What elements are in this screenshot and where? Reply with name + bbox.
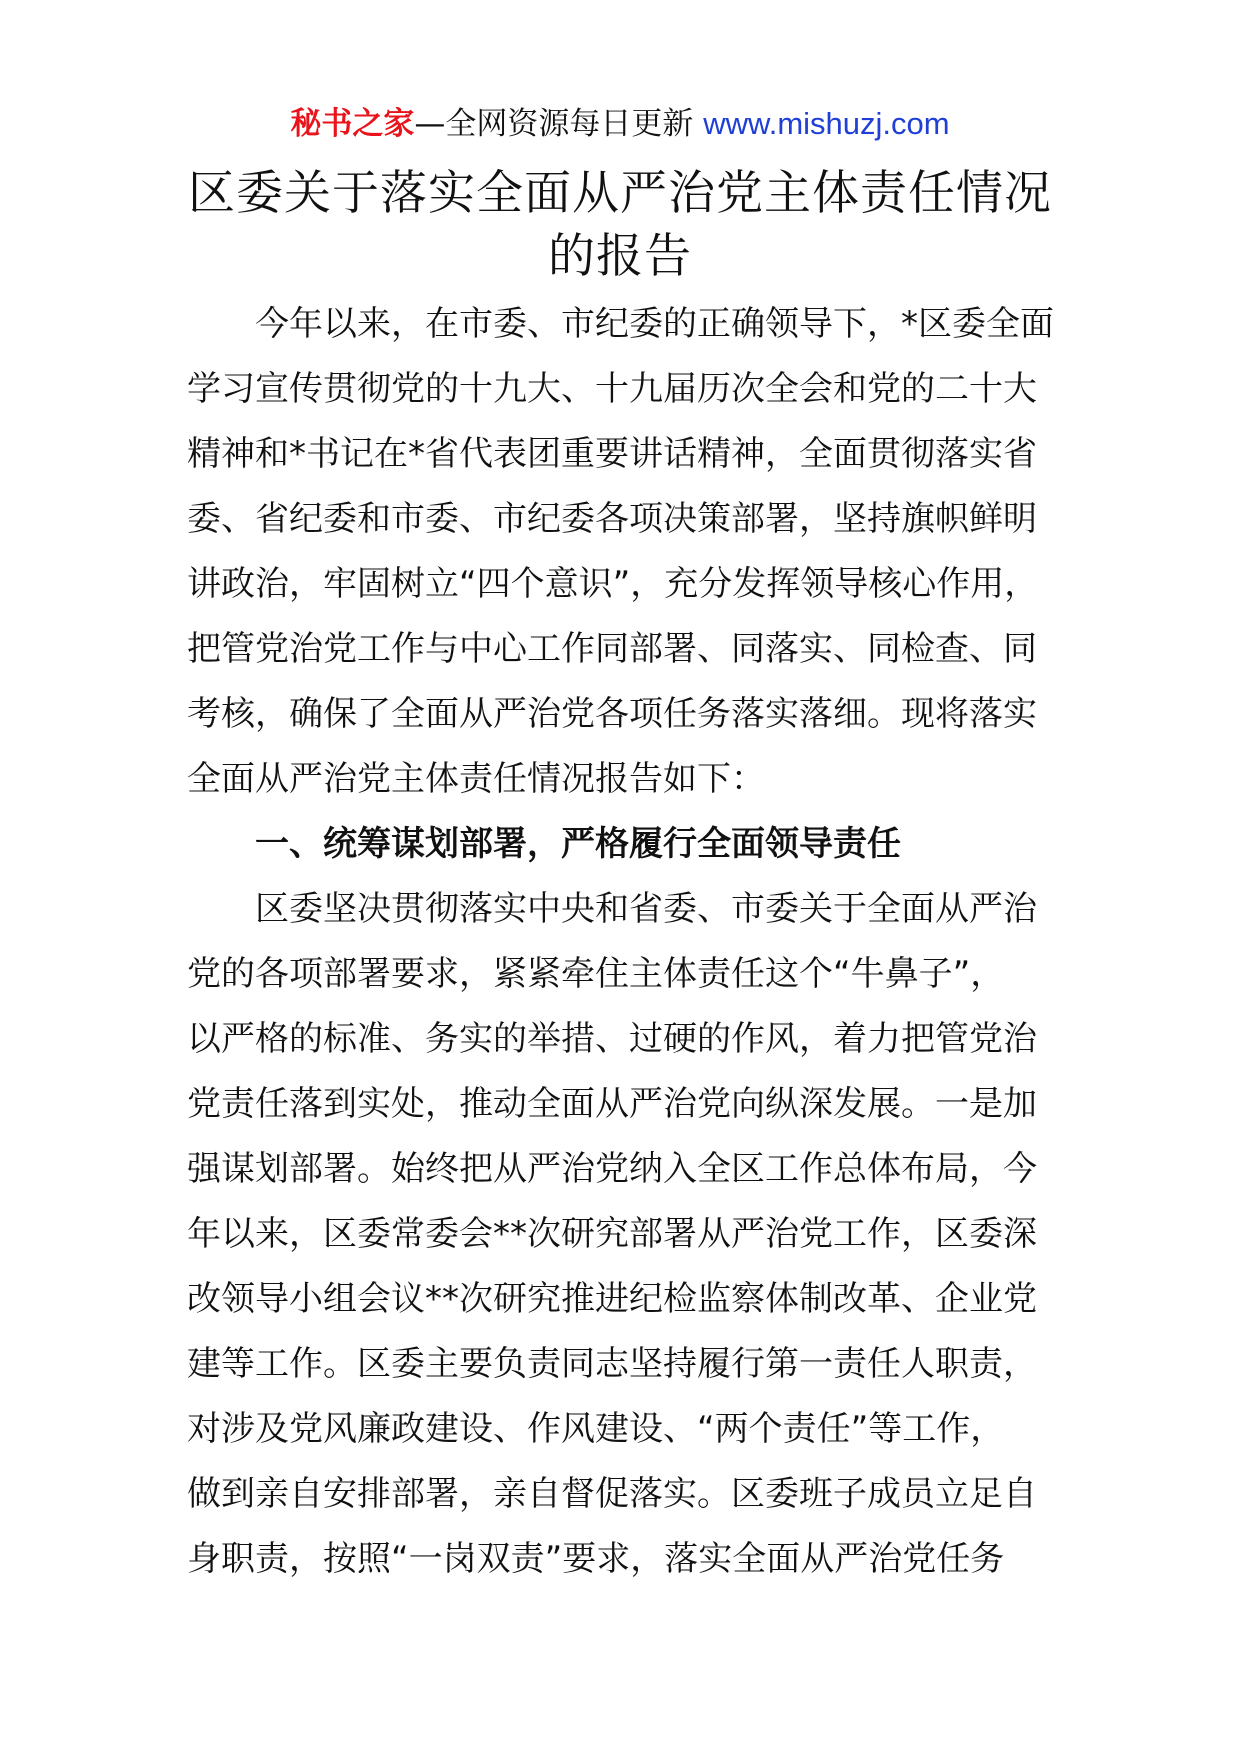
title-line-2: 的报告 <box>548 229 692 284</box>
paragraph-2-line: 党责任落到实处，推动全面从严治党向纵深发展。一是加 <box>187 1084 1037 1124</box>
paragraph-1-line: 学习宣传贯彻党的十九大、十九届历次全会和党的二十大 <box>187 369 1037 409</box>
paragraph-2-line: 对涉及党风廉政建设、作风建设、“两个责任”等工作， <box>187 1409 1005 1449</box>
paragraph-1-line: 考核，确保了全面从严治党各项任务落实落细。现将落实 <box>187 694 1037 734</box>
watermark-tagline: —全网资源每日更新 <box>414 106 704 142</box>
document-body <box>187 292 1067 1592</box>
paragraph-1-line: 今年以来，在市委、市纪委的正确领导下，*区委全面 <box>255 304 1054 344</box>
paragraph-2-line: 强谋划部署。始终把从严治党纳入全区工作总体布局，今 <box>187 1149 1037 1189</box>
paragraph-1-line: 把管党治党工作与中心工作同部署、同落实、同检查、同 <box>187 629 1037 669</box>
watermark-url: www.mishuzj.com <box>703 106 950 141</box>
paragraph-2-line: 身职责，按照“一岗双责”要求，落实全面从严治党任务 <box>187 1539 1005 1579</box>
paragraph-1-line: 讲政治，牢固树立“四个意识”，充分发挥领导核心作用， <box>187 564 1039 604</box>
document-title <box>180 162 1060 288</box>
paragraph-2-line: 建等工作。区委主要负责同志坚持履行第一责任人职责， <box>187 1344 1037 1384</box>
watermark-banner <box>0 102 1240 146</box>
paragraph-1-line: 委、省纪委和市委、市纪委各项决策部署，坚持旗帜鲜明 <box>187 499 1037 539</box>
paragraph-2-line: 年以来，区委常委会**次研究部署从严治党工作，区委深 <box>187 1214 1037 1254</box>
title-line-1: 区委关于落实全面从严治党主体责任情况 <box>188 166 1052 221</box>
paragraph-2-line: 改领导小组会议**次研究推进纪检监察体制改革、企业党 <box>187 1279 1037 1319</box>
section-heading-1: 一、统筹谋划部署，严格履行全面领导责任 <box>255 824 901 864</box>
paragraph-2-line: 做到亲自安排部署，亲自督促落实。区委班子成员立足自 <box>187 1474 1037 1514</box>
paragraph-2-line: 党的各项部署要求，紧紧牵住主体责任这个“牛鼻子”， <box>187 954 1005 994</box>
paragraph-1-line: 全面从严治党主体责任情况报告如下： <box>187 759 765 799</box>
paragraph-2-line: 区委坚决贯彻落实中央和省委、市委关于全面从严治 <box>255 889 1037 929</box>
paragraph-2-line: 以严格的标准、务实的举措、过硬的作风，着力把管党治 <box>187 1019 1037 1059</box>
watermark-brand: 秘书之家 <box>290 106 415 142</box>
paragraph-1-line: 精神和*书记在*省代表团重要讲话精神，全面贯彻落实省 <box>187 434 1037 474</box>
